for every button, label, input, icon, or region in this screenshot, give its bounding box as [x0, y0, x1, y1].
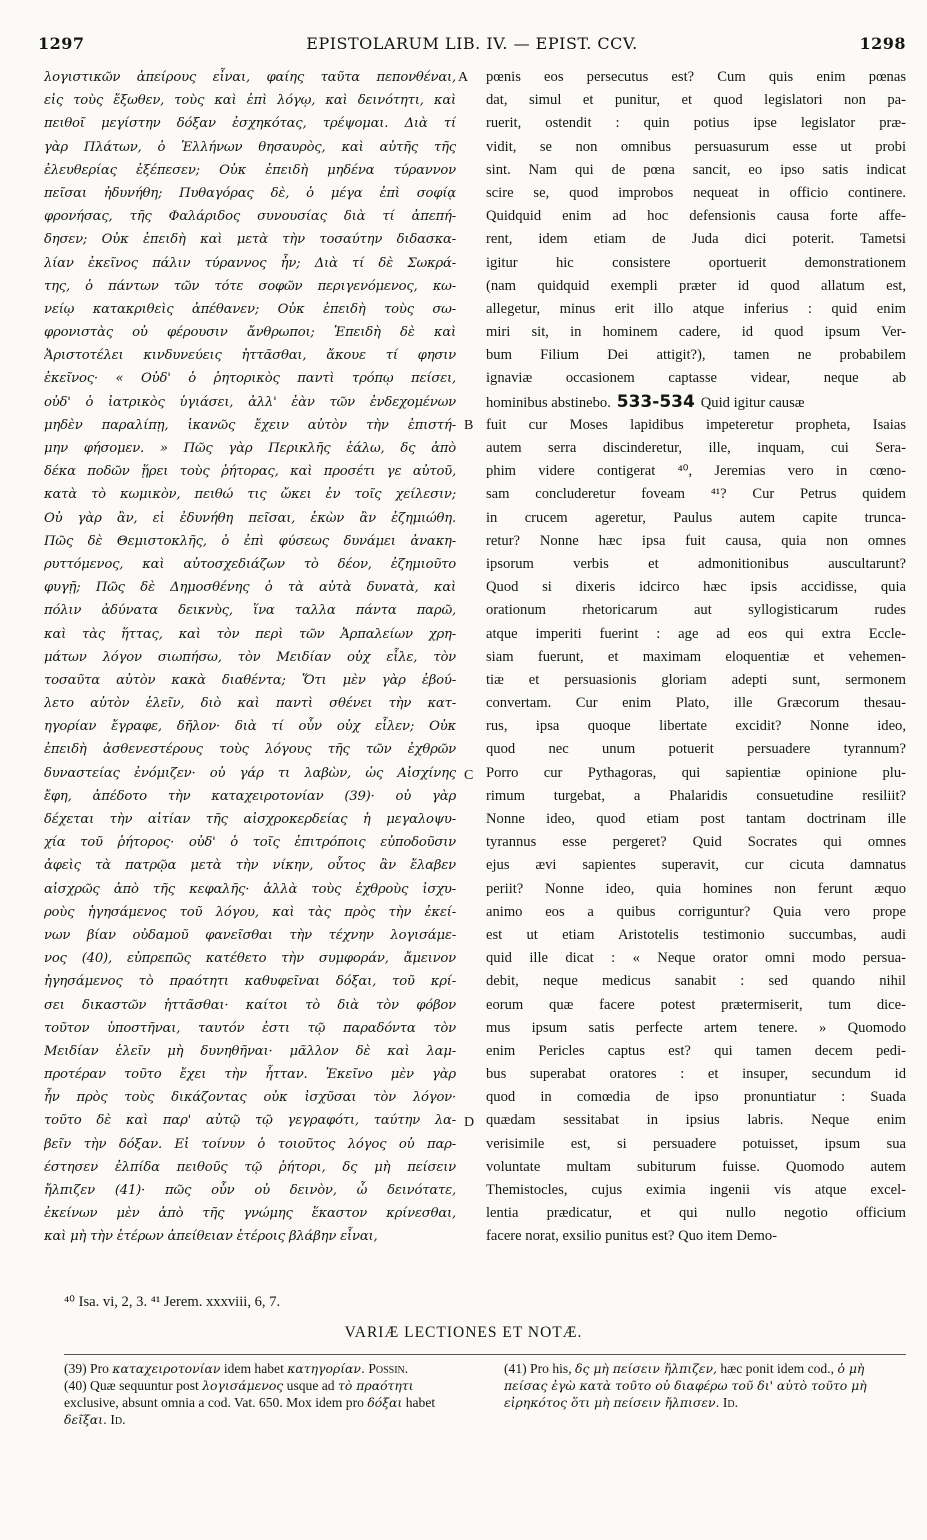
note-39-40 [64, 1360, 464, 1428]
text-line: ruerit, ostendit : quin potius ipse legislator præ- [486, 115, 906, 132]
text-line: sint. Nam qui de pœna sancit, eo ipso satis indicat [486, 161, 906, 178]
text-line: νων βίαν οὐδαμοῦ φανεῖσθαι τὴν τέχνην λογισάμε- [44, 927, 456, 943]
text-line: πόλιν ἀδύνατα δεικνὺς, ἵνα ταλλα πάντα παρῶ, [44, 603, 456, 619]
running-header [38, 34, 906, 60]
text-line: quod nec unum potuerit persuadere tyrannum? [486, 741, 906, 758]
text-line: έστησεν ἐλπίδα πειθοῦς τῷ ῥήτορι, δς μὴ πείσειν [44, 1159, 456, 1175]
footnote: ⁴⁰ Isa. vi, 2, 3. ⁴¹ Jerem. xxxviii, 6, 7. [64, 1294, 281, 1310]
text-line: ἐλευθερίας ἐξέπεσεν; Οὐκ ἐπειδὴ μηδένα τύραννον [44, 162, 456, 178]
text-line: λίαν ἐκεῖνος πάλιν τύραννος ἦν; Διὰ τί δὲ Σωκρά- [44, 255, 456, 271]
text-line: Οὐ γὰρ ἂν, εἰ ἐδυνήθη πεῖσαι, ἑκὼν ἂν ἐζημιώθη. [44, 510, 456, 526]
text-line: dat, simul et punitur, et quod legislatori non pa- [486, 92, 906, 109]
text-line: νος (40), εὐπρεπῶς κατέθετο τὴν συμφοράν, ἄμεινον [44, 951, 456, 967]
note-greek: καταχειροτονίαν [112, 1361, 221, 1376]
text-line: μάτων λόγον σιωπήσω, τὸν Μειδίαν οὐχ εἷλε, τὸν [44, 649, 456, 665]
text-line: tyrannus esse pergeret? Quid Socrates qui omnes [486, 834, 906, 851]
text-line: bus superabat oratores : et insuper, secundum id [486, 1066, 906, 1083]
text-line: est ut etiam Aristotelis testimonio succumbas, audi [486, 926, 906, 943]
text-line: εἰς τοὺς ἔξωθεν, τοὺς καὶ ἐπὶ λόγῳ, καὶ δεινότητι, καὶ [44, 93, 456, 109]
text-line: ἔφη, ἀπέδοτο τὴν καταχειροτονίαν (39)· οὐ γὰρ [44, 788, 456, 804]
text-line: ροὺς ἡγησάμενος τοῦ λόγου, καὶ τὰς πρὸς τὴν ἐκεί- [44, 904, 456, 920]
note-39 [64, 1360, 464, 1377]
greek-column [44, 66, 456, 1249]
text-line: periit? Nonne ideo, quia homines non ferunt æquo [486, 880, 906, 897]
text-line: καὶ τὰς ἥττας, καὶ τὸν περὶ τῶν Ἀρπαλείων χρη- [44, 626, 456, 642]
note-text: hæc ponit idem cod., [720, 1361, 835, 1376]
text-line: eorum quæ facere potest prætermiserit, tum dice- [486, 996, 906, 1013]
text-line: ἤλπιζεν (41)· πῶς οὖν οὐ δεινὸν, ὦ δεινότατε, [44, 1183, 456, 1198]
page-number-right: 1298 [859, 34, 906, 53]
note-40 [64, 1377, 464, 1428]
margin-marker-d: D [464, 1115, 475, 1130]
text-line: sam concluderetur foveam ⁴¹? Cur Petrus quidem [486, 486, 906, 503]
text-line: Themistocles, cujus eximia ingenii vis atque excel- [486, 1182, 906, 1198]
text-line: quid ille dicat : « Neque orator omni modo persua- [486, 950, 906, 967]
text-line: πεῖσαι ἠδυνήθη; Πυθαγόρας δὲ, ὁ μέγα ἐπὶ σοφίᾳ [44, 185, 456, 201]
text-line: ρυττόμενος, καὶ αὐτοσχεδιάζων τὸ δέον, ἐζημιοῦτο [44, 556, 456, 572]
text-line: λογιστικῶν ἀπείρους εἶναι, φαίης ταῦτα πεπονθέναι, [44, 70, 456, 85]
text-line: τοσαῦτα αὐτὸν κακὰ διαθέντα; Ὅτι μὲν γὰρ ἐβού- [44, 672, 456, 688]
text-line: χία τοῦ ῥήτορος· οὐδ' ὁ τοῖς ἐπιτρόποις εὐποδοῦσιν [44, 835, 456, 851]
column-number: 533-534 [610, 391, 701, 412]
text-line: enim Pericles captus est? qui tamen decem pedi- [486, 1042, 906, 1059]
note-text: (40) Quæ sequuntur post [64, 1378, 199, 1393]
text-line: φρονήσας, τῆς Φαλάριδος συνουσίας διὰ τί ἀπεπή- [44, 209, 456, 225]
text-line: δυναστείας ἐνόμιζεν· οὐ γάρ τι λαβὼν, ὡς Αἰσχίνης [44, 765, 456, 781]
text-line: hominibus abstinebo. 533-534 Quid igitur causæ [486, 391, 805, 412]
text-line: Πῶς δὲ Θεμιστοκλῆς, ὁ ἐπὶ φύσεως δυνάμει ἀνακη- [44, 533, 456, 549]
text-line: ejus ævi sapientes superavit, cur cicuta damnatus [486, 857, 906, 874]
text-line: quod in comœdia de ipso pronuntiatur : Suada [486, 1089, 906, 1106]
text-line: τοῦτον ὑποστῆναι, ταυτόν ἐστι τῷ παραδόντα τὸν [44, 1020, 456, 1036]
note-41 [504, 1360, 906, 1411]
note-greek: λογισάμενος [202, 1378, 284, 1393]
text-line: Quidquid enim ad hoc defensionis causa forte affe- [486, 208, 906, 225]
text-line: ἡγησάμενος τὸ πραότητι καθυφεῖναι δόξαι, τοῦ κρί- [44, 974, 456, 990]
text-line: νείῳ κατακριθεὶς ἀπέθανεν; Οὐκ ἐπειδὴ τοὺς σω- [44, 301, 456, 317]
text-line: quædam sessitabat in ipsius labris. Neque enim [486, 1112, 906, 1129]
note-greek: δς μὴ πείσειν ἤλπιζεν, [575, 1361, 717, 1376]
text-line: Μειδίαν ἑλεῖν μὴ δυνηθῆναι· μᾶλλον δὲ καὶ λαμ- [44, 1043, 456, 1059]
text-line: σει δικαστῶν ἡττᾶσθαι· καίτοι τὸ διὰ τὸν φόβον [44, 997, 456, 1013]
text-line: lentia prædicatur, et qui nullo negotio officium [486, 1205, 906, 1222]
running-title: EPISTOLARUM LIB. IV. — EPIST. CCV. [306, 34, 638, 53]
text-line: mus ipsum satis perfecte artem tenere. » Quomodo [486, 1019, 906, 1036]
text-line: ignaviæ occasionem captasse videar, neque ab [486, 370, 906, 387]
text-line: δησεν; Οὐκ ἐπειδὴ καὶ μετὰ τὴν τοσαύτην διδασκα- [44, 232, 456, 248]
text-line: δέκα ποδῶν ᾕρει τοὺς ῥήτορας, καὶ προσέτι γε αὐτοῦ, [44, 464, 456, 480]
text-line: Nonne ideo, quod etiam post tantam doctrinam ille [486, 811, 906, 827]
text-line: convertam. Cur enim Plato, ille Græcorum thesau- [486, 695, 906, 712]
text-line: Porro cur Pythagoras, qui sapientiæ opinione plu- [486, 764, 906, 781]
text-line: allegetur, minus erit illo atque inferius : quid enim [486, 300, 906, 317]
note-text: usque ad [286, 1378, 335, 1393]
text-line-tail: Quid igitur causæ [700, 394, 805, 411]
text-line: in crucem ageretur, Paulus autem capite trunca- [486, 509, 906, 526]
text-line: γὰρ Πλάτων, ὁ Ἑλλήνων θησαυρὸς, καὶ αὐτῆς τῆς [44, 139, 456, 155]
note-greek: ὁ μὴ πείσας ἐγὼ κατὰ τοῦτο οὐ διαφέρω τοῦ δι' αὐτὸ τοῦτο μὴ εἰρηκότος ὅτι μὴ πείσειν ἤλπισεν. [504, 1361, 867, 1410]
note-text: habet [405, 1395, 436, 1410]
text-line: rent, idem etiam de Juda dici poterit. Tametsi [486, 231, 906, 248]
text-line: autem serra discinderetur, ille, inquam, cui Sera- [486, 440, 906, 456]
latin-column [486, 66, 906, 1249]
text-line: atque imperiti fuerint : age ad eos qui extra Eccle- [486, 625, 906, 642]
margin-marker-b: B [464, 418, 474, 433]
text-line: ηγορίαν ἔγραφε, δῆλον· διὰ τί οὖν οὐχ εἷλεν; Οὐκ [44, 719, 456, 735]
section-rule [64, 1354, 906, 1355]
note-text: exclusive, absunt omnia a cod. Vat. 650. Mox idem pro [64, 1395, 364, 1410]
text-line: Ἀριστοτέλει κινδυνεύεις ἡττᾶσθαι, ἄκουε τί φησιν [44, 348, 456, 364]
note-source: Id. [110, 1412, 126, 1427]
text-line: δέχεται τὴν αἰτίαν τῆς αἰσχροκερδείας ἡ μεγαλοψυ- [44, 812, 456, 827]
text-line: ἀφεὶς τὰ πατρῷα μετὰ τὴν νίκην, οὗτος ἂν ἔλαβεν [44, 858, 456, 874]
text-line: igitur hic consistere oportuerit demonstrationem [486, 254, 906, 271]
note-greek: δεῖξαι. [64, 1412, 107, 1427]
text-line: ἦν πρὸς τοὺς δικάζοντας οὐκ ἰσχῦσαι τὸν λόγον· [44, 1090, 456, 1106]
margin-marker-c: C [464, 768, 474, 783]
text-line: vidit, se non omnibus persuasurum esse ut probi [486, 138, 906, 155]
text-line: ἐκεῖνος· « Οὐδ' ὁ ῥητορικὸς παντὶ τρόπῳ πείσει, [44, 371, 456, 387]
text-line: ἐπειδὴ ἀσθενεστέρους τοὺς λόγους τῆς τῶν ἐχθρῶν [44, 742, 456, 758]
text-line: καὶ μὴ τὴν ἑτέρων ἀπείθειαν ἑτέροις βλάβην εἶναι, [44, 1229, 378, 1245]
text-line: phim videre contigerat ⁴⁰, Jeremias vero in cœno- [486, 463, 906, 480]
note-text: (41) Pro his, [504, 1361, 572, 1376]
text-line: (nam quidquid exempli præter id quod allatum est, [486, 277, 906, 294]
note-greek: δόξαι [367, 1395, 403, 1410]
margin-marker-a: A [458, 70, 469, 85]
text-line: τοῦτο δὲ καὶ παρ' αὐτῷ τῷ γεγραφότι, ταύτην λα- [44, 1113, 456, 1129]
text-line: retur? Nonne hæc ipsa fuit causa, quia non omnes [486, 532, 906, 549]
text-line: fuit cur Moses lapidibus impeteretur propheta, Isaias [486, 416, 906, 433]
text-line: facere norat, exsilio punitus est? Quo item Demo- [486, 1228, 777, 1245]
text-line: rus, ipsa quoque libertate excidit? Nonne ideo, [486, 718, 906, 735]
text-line: rimum turgebat, a Phalaridis consuetudine resiliit? [486, 787, 906, 804]
text-line: της, ὁ πάντων τῶν τότε σοφῶν περιγενόμενος, κω- [44, 278, 456, 294]
text-line: animo eos a quibus corriguntur? Quia vero prope [486, 903, 906, 920]
note-greek: τὸ πραότητι [338, 1378, 414, 1393]
text-line: Quod si dixeris idcirco hæc ipsis accidisse, quia [486, 579, 906, 596]
text-line: μην φήσομεν. » Πῶς γὰρ Περικλῆς ἑάλω, δς ἀπὸ [44, 441, 456, 456]
text-line: λετο αὐτὸν ἑλεῖν, διὸ καὶ παντὶ σθένει τὴν κατ- [44, 696, 456, 712]
note-source: Id. [722, 1395, 739, 1410]
text-line: ἐκείνων μὲν ἀπὸ τῆς γνώμης ἕκαστον κρίνεσθαι, [44, 1206, 456, 1222]
text-line: κατὰ τὸ κωμικὸν, πειθώ τις ὤκει ἐν τοῖς χείλεσιν; [44, 487, 456, 503]
text-line: verisimile est, si persuadere potuisset, ipsum sua [486, 1135, 906, 1152]
text-line: βεῖν τὴν δόξαν. Εἰ τοίνυν ὁ τοιοῦτος λόγος οὐ παρ- [44, 1136, 456, 1152]
text-line: scire se, quod improbos nequeat in officio continere. [486, 184, 906, 201]
text-line: tiæ et persuasionis gloriam adepti sunt, sermonem [486, 671, 906, 688]
text-line: πειθοῖ μεγίστην δόξαν ἐσχηκότας, τρέψομαι. Διὰ τί [44, 116, 456, 132]
note-text: idem habet [223, 1361, 284, 1376]
text-line: bum Filium Dei attigit?), tamen ne probabilem [486, 347, 906, 364]
text-line: debit, neque medicus sanabit : sed quando nihil [486, 973, 906, 990]
text-line: μηδὲν παραλίπῃ, ἱκανῶς ἔχειν αὐτὸν τὴν ἐπιστή- [44, 417, 456, 433]
section-title: VARIÆ LECTIONES ET NOTÆ. [344, 1324, 583, 1341]
note-text: (39) Pro [64, 1361, 109, 1376]
page-number-left: 1297 [38, 34, 85, 53]
text-line: φρονιστὰς οὐ φέρουσιν ἄνθρωποι; Ἐπειδὴ δὲ καὶ [44, 325, 456, 341]
text-line: προτέραν τοῦτο ἔχει τὴν ἧτταν. Ἐκεῖνο μὲν γὰρ [44, 1067, 456, 1083]
text-line: φυγῇ; Πῶς δὲ Δημοσθένης ὁ τὰ αὐτὰ δυνατὰ, καὶ [44, 580, 456, 596]
text-line: siam fuerunt, et maximam eloquentiæ et vehemen- [486, 648, 906, 665]
text-line: ipsorum verbis et admonitionibus auscultarunt? [486, 555, 906, 572]
text-line: αἰσχρῶς ἀπὸ τῆς κεφαλῆς· ἀλλὰ τοὺς ἐχθροὺς ἰσχυ- [44, 881, 456, 897]
text-line: pœnis eos persecutus est? Cum quis enim pœnas [486, 69, 906, 85]
text-line: voluntate multam subiturum fuisse. Quomodo autem [486, 1158, 906, 1175]
note-greek: κατηγορίαν. [287, 1361, 365, 1376]
text-line: orationum rhetoricarum aut syllogisticarum rudes [486, 602, 906, 619]
note-source: Possin. [368, 1361, 409, 1376]
text-line: miri sit, in hominem cadere, id quod ipsum Ver- [486, 324, 906, 341]
text-line: οὐδ' ὁ ἰατρικὸς ὑγιάσει, ἀλλ' ἐὰν τῶν ἐνδεχομένων [44, 394, 456, 410]
